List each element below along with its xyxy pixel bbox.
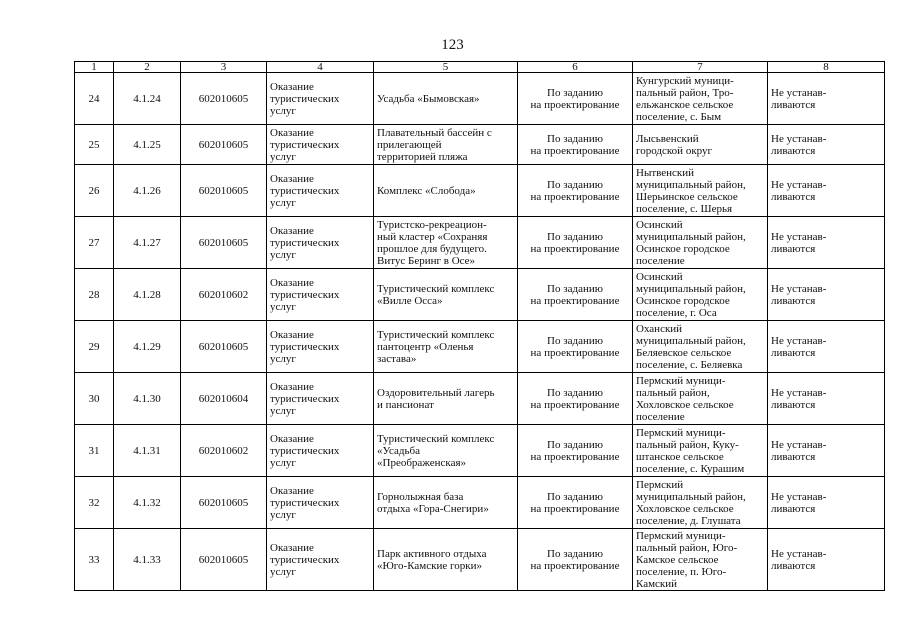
cell-line: Оказание bbox=[270, 126, 314, 139]
cell-line: муниципальный район, bbox=[636, 490, 746, 503]
cell-line: Туристско-рекреацион- bbox=[377, 218, 487, 231]
cell-code: 4.1.27 bbox=[114, 217, 181, 269]
cell-line: По заданию bbox=[547, 230, 603, 243]
column-header: 3 bbox=[181, 62, 267, 73]
table-row bbox=[75, 425, 885, 477]
cell-line: туристических bbox=[270, 184, 340, 197]
cell-location bbox=[633, 425, 768, 477]
cell-object-name bbox=[374, 373, 518, 425]
cell-line: туристических bbox=[270, 236, 340, 249]
cell-line: поселение bbox=[636, 254, 685, 267]
cell-line: услуг bbox=[270, 150, 296, 163]
cell-location bbox=[633, 477, 768, 529]
cell-basis bbox=[518, 529, 633, 591]
cell-line: Не устанав- bbox=[771, 132, 827, 145]
cell-line: туристических bbox=[270, 496, 340, 509]
cell-line: Оказание bbox=[270, 484, 314, 497]
cell-location bbox=[633, 73, 768, 125]
cell-line: туристических bbox=[270, 553, 340, 566]
cell-line: услуг bbox=[270, 565, 296, 578]
cell-service-type bbox=[267, 477, 374, 529]
cell-line: По заданию bbox=[547, 178, 603, 191]
cell-line: Осинское городское bbox=[636, 242, 730, 255]
cell-line: По заданию bbox=[547, 334, 603, 347]
cell-line: Кунгурский муници- bbox=[636, 74, 734, 87]
cell-line: ливаются bbox=[771, 98, 816, 111]
column-header: 2 bbox=[114, 62, 181, 73]
objects-table bbox=[74, 61, 885, 591]
cell-code: 4.1.33 bbox=[114, 529, 181, 591]
cell-line: Оказание bbox=[270, 432, 314, 445]
cell-line: «Вилле Осса» bbox=[377, 294, 443, 307]
cell-basis bbox=[518, 73, 633, 125]
cell-line: ливаются bbox=[771, 242, 816, 255]
cell-object-name bbox=[374, 125, 518, 165]
cell-line: По заданию bbox=[547, 132, 603, 145]
cell-line: Оказание bbox=[270, 80, 314, 93]
cell-line: Усадьба «Бымовская» bbox=[377, 92, 480, 105]
cell-basis bbox=[518, 477, 633, 529]
page-number: 123 bbox=[441, 37, 464, 53]
cell-object-name bbox=[374, 217, 518, 269]
cell-line: услуг bbox=[270, 300, 296, 313]
cell-line: ливаются bbox=[771, 294, 816, 307]
cell-line: услуг bbox=[270, 248, 296, 261]
cell-okved: 602010602 bbox=[181, 425, 267, 477]
cell-capacity bbox=[768, 477, 885, 529]
cell-number: 24 bbox=[75, 73, 114, 125]
cell-line: Оханский bbox=[636, 322, 683, 335]
cell-line: «Преображенская» bbox=[377, 456, 467, 469]
cell-line: поселение, с. Беляевка bbox=[636, 358, 743, 371]
cell-line: Оказание bbox=[270, 224, 314, 237]
table-row bbox=[75, 73, 885, 125]
column-header: 4 bbox=[267, 62, 374, 73]
cell-line: поселение, с. Бым bbox=[636, 110, 722, 123]
cell-line: пальный район, Юго- bbox=[636, 541, 738, 554]
column-header: 7 bbox=[633, 62, 768, 73]
cell-line: штанское сельское bbox=[636, 450, 724, 463]
cell-object-name bbox=[374, 425, 518, 477]
cell-number: 31 bbox=[75, 425, 114, 477]
cell-line: поселение, д. Глушата bbox=[636, 514, 741, 527]
cell-line: Оздоровительный лагерь bbox=[377, 386, 495, 399]
cell-capacity bbox=[768, 529, 885, 591]
cell-capacity bbox=[768, 425, 885, 477]
cell-line: Пермский муници- bbox=[636, 374, 726, 387]
cell-basis bbox=[518, 165, 633, 217]
cell-object-name bbox=[374, 321, 518, 373]
cell-code: 4.1.30 bbox=[114, 373, 181, 425]
cell-line: Шерьинское сельское bbox=[636, 190, 738, 203]
cell-line: отдыха «Гора-Снегири» bbox=[377, 502, 489, 515]
cell-line: Туристический комплекс bbox=[377, 328, 495, 341]
column-number-row bbox=[75, 62, 885, 73]
cell-line: на проектирование bbox=[530, 190, 620, 203]
cell-capacity bbox=[768, 125, 885, 165]
cell-line: Не устанав- bbox=[771, 230, 827, 243]
cell-line: ный кластер «Сохраняя bbox=[377, 230, 488, 243]
table-row bbox=[75, 373, 885, 425]
cell-line: услуг bbox=[270, 104, 296, 117]
cell-number: 30 bbox=[75, 373, 114, 425]
cell-line: По заданию bbox=[547, 86, 603, 99]
table-body bbox=[75, 62, 885, 591]
cell-code: 4.1.25 bbox=[114, 125, 181, 165]
cell-line: Оказание bbox=[270, 541, 314, 554]
cell-line: территорией пляжа bbox=[377, 150, 468, 163]
cell-line: Нытвенский bbox=[636, 166, 695, 179]
cell-line: Не устанав- bbox=[771, 438, 827, 451]
cell-object-name bbox=[374, 269, 518, 321]
cell-line: ливаются bbox=[771, 144, 816, 157]
cell-line: ливаются bbox=[771, 502, 816, 515]
cell-object-name bbox=[374, 529, 518, 591]
cell-object-name bbox=[374, 477, 518, 529]
cell-line: услуг bbox=[270, 196, 296, 209]
cell-object-name bbox=[374, 165, 518, 217]
cell-code: 4.1.26 bbox=[114, 165, 181, 217]
table-row bbox=[75, 529, 885, 591]
cell-capacity bbox=[768, 373, 885, 425]
cell-line: услуг bbox=[270, 352, 296, 365]
cell-location bbox=[633, 217, 768, 269]
cell-line: поселение, г. Оса bbox=[636, 306, 717, 319]
cell-line: Плавательный бассейн с bbox=[377, 126, 492, 139]
cell-okved: 602010604 bbox=[181, 373, 267, 425]
cell-service-type bbox=[267, 217, 374, 269]
cell-service-type bbox=[267, 73, 374, 125]
cell-basis bbox=[518, 373, 633, 425]
cell-line: Туристический комплекс bbox=[377, 432, 495, 445]
cell-line: Оказание bbox=[270, 276, 314, 289]
cell-line: «Юго-Камские горки» bbox=[377, 559, 482, 572]
cell-line: ливаются bbox=[771, 190, 816, 203]
cell-capacity bbox=[768, 165, 885, 217]
cell-line: Пермский муници- bbox=[636, 426, 726, 439]
column-header: 1 bbox=[75, 62, 114, 73]
cell-okved: 602010605 bbox=[181, 217, 267, 269]
cell-capacity bbox=[768, 269, 885, 321]
cell-line: на проектирование bbox=[530, 450, 620, 463]
cell-basis bbox=[518, 269, 633, 321]
cell-line: Оказание bbox=[270, 328, 314, 341]
cell-line: Не устанав- bbox=[771, 490, 827, 503]
table-row bbox=[75, 125, 885, 165]
cell-line: пальный район, bbox=[636, 386, 710, 399]
cell-line: пальный район, Тро- bbox=[636, 86, 734, 99]
cell-line: на проектирование bbox=[530, 346, 620, 359]
cell-code: 4.1.28 bbox=[114, 269, 181, 321]
cell-line: По заданию bbox=[547, 547, 603, 560]
cell-okved: 602010605 bbox=[181, 529, 267, 591]
cell-line: ливаются bbox=[771, 346, 816, 359]
cell-line: ливаются bbox=[771, 398, 816, 411]
table-row bbox=[75, 321, 885, 373]
cell-line: По заданию bbox=[547, 490, 603, 503]
column-header: 5 bbox=[374, 62, 518, 73]
cell-line: прилегающей bbox=[377, 138, 442, 151]
cell-basis bbox=[518, 321, 633, 373]
cell-line: По заданию bbox=[547, 386, 603, 399]
cell-line: Парк активного отдыха bbox=[377, 547, 487, 560]
cell-number: 26 bbox=[75, 165, 114, 217]
cell-location bbox=[633, 529, 768, 591]
cell-location bbox=[633, 373, 768, 425]
cell-number: 29 bbox=[75, 321, 114, 373]
cell-location bbox=[633, 125, 768, 165]
cell-line: Беляевское сельское bbox=[636, 346, 732, 359]
cell-line: Не устанав- bbox=[771, 547, 827, 560]
table-row bbox=[75, 165, 885, 217]
cell-number: 27 bbox=[75, 217, 114, 269]
cell-line: ельжанское сельское bbox=[636, 98, 734, 111]
cell-line: на проектирование bbox=[530, 144, 620, 157]
cell-line: Не устанав- bbox=[771, 86, 827, 99]
cell-basis bbox=[518, 125, 633, 165]
cell-line: Осинский bbox=[636, 218, 683, 231]
cell-line: По заданию bbox=[547, 438, 603, 451]
cell-code: 4.1.31 bbox=[114, 425, 181, 477]
cell-code: 4.1.29 bbox=[114, 321, 181, 373]
cell-line: туристических bbox=[270, 340, 340, 353]
cell-service-type bbox=[267, 269, 374, 321]
cell-line: на проектирование bbox=[530, 502, 620, 515]
table-row bbox=[75, 477, 885, 529]
cell-line: Пермский муници- bbox=[636, 529, 726, 542]
cell-basis bbox=[518, 217, 633, 269]
cell-number: 32 bbox=[75, 477, 114, 529]
cell-line: Хохловское сельское bbox=[636, 502, 734, 515]
cell-line: муниципальный район, bbox=[636, 178, 746, 191]
cell-location bbox=[633, 165, 768, 217]
column-header: 8 bbox=[768, 62, 885, 73]
cell-object-name bbox=[374, 73, 518, 125]
cell-line: поселение bbox=[636, 410, 685, 423]
cell-capacity bbox=[768, 73, 885, 125]
cell-line: туристических bbox=[270, 444, 340, 457]
cell-location bbox=[633, 269, 768, 321]
cell-line: муниципальный район, bbox=[636, 230, 746, 243]
column-header: 6 bbox=[518, 62, 633, 73]
cell-location bbox=[633, 321, 768, 373]
cell-code: 4.1.24 bbox=[114, 73, 181, 125]
cell-number: 28 bbox=[75, 269, 114, 321]
cell-line: Витус Беринг в Осе» bbox=[377, 254, 476, 267]
cell-line: муниципальный район, bbox=[636, 282, 746, 295]
cell-service-type bbox=[267, 373, 374, 425]
cell-number: 33 bbox=[75, 529, 114, 591]
cell-service-type bbox=[267, 425, 374, 477]
cell-line: услуг bbox=[270, 456, 296, 469]
table-row bbox=[75, 269, 885, 321]
cell-line: на проектирование bbox=[530, 294, 620, 307]
cell-line: пантоцентр «Оленья bbox=[377, 340, 474, 353]
cell-line: Осинское городское bbox=[636, 294, 730, 307]
cell-service-type bbox=[267, 321, 374, 373]
cell-basis bbox=[518, 425, 633, 477]
cell-line: застава» bbox=[377, 352, 417, 365]
cell-service-type bbox=[267, 125, 374, 165]
cell-code: 4.1.32 bbox=[114, 477, 181, 529]
cell-line: Камское сельское bbox=[636, 553, 719, 566]
cell-line: Не устанав- bbox=[771, 334, 827, 347]
cell-service-type bbox=[267, 165, 374, 217]
cell-line: на проектирование bbox=[530, 559, 620, 572]
cell-line: Хохловское сельское bbox=[636, 398, 734, 411]
cell-line: По заданию bbox=[547, 282, 603, 295]
cell-service-type bbox=[267, 529, 374, 591]
cell-line: на проектирование bbox=[530, 242, 620, 255]
cell-okved: 602010602 bbox=[181, 269, 267, 321]
cell-number: 25 bbox=[75, 125, 114, 165]
cell-okved: 602010605 bbox=[181, 73, 267, 125]
cell-line: поселение, с. Шерья bbox=[636, 202, 733, 215]
cell-line: поселение, с. Курашим bbox=[636, 462, 745, 475]
cell-line: поселение, п. Юго- bbox=[636, 565, 727, 578]
cell-line: Осинский bbox=[636, 270, 683, 283]
table-row bbox=[75, 217, 885, 269]
cell-line: Пермский bbox=[636, 478, 684, 491]
cell-line: Не устанав- bbox=[771, 178, 827, 191]
cell-line: «Усадьба bbox=[377, 444, 420, 457]
cell-line: Не устанав- bbox=[771, 386, 827, 399]
cell-line: муниципальный район, bbox=[636, 334, 746, 347]
cell-capacity bbox=[768, 321, 885, 373]
cell-line: туристических bbox=[270, 392, 340, 405]
cell-line: ливаются bbox=[771, 559, 816, 572]
cell-capacity bbox=[768, 217, 885, 269]
cell-line: городской округ bbox=[636, 144, 713, 157]
cell-line: Не устанав- bbox=[771, 282, 827, 295]
cell-line: Лысьвенский bbox=[636, 132, 699, 145]
cell-okved: 602010605 bbox=[181, 477, 267, 529]
cell-line: Камский bbox=[636, 577, 678, 590]
cell-line: услуг bbox=[270, 404, 296, 417]
cell-line: прошлое для будущего. bbox=[377, 242, 487, 255]
cell-line: на проектирование bbox=[530, 98, 620, 111]
cell-line: пальный район, Куку- bbox=[636, 438, 739, 451]
cell-line: туристических bbox=[270, 92, 340, 105]
cell-line: Туристический комплекс bbox=[377, 282, 495, 295]
cell-line: Оказание bbox=[270, 380, 314, 393]
cell-line: туристических bbox=[270, 138, 340, 151]
cell-line: Оказание bbox=[270, 172, 314, 185]
cell-line: туристических bbox=[270, 288, 340, 301]
cell-line: Горнолыжная база bbox=[377, 490, 464, 503]
cell-okved: 602010605 bbox=[181, 321, 267, 373]
cell-line: ливаются bbox=[771, 450, 816, 463]
cell-line: услуг bbox=[270, 508, 296, 521]
cell-line: Комплекс «Слобода» bbox=[377, 184, 476, 197]
cell-line: на проектирование bbox=[530, 398, 620, 411]
cell-okved: 602010605 bbox=[181, 165, 267, 217]
cell-line: и пансионат bbox=[377, 398, 434, 411]
cell-okved: 602010605 bbox=[181, 125, 267, 165]
